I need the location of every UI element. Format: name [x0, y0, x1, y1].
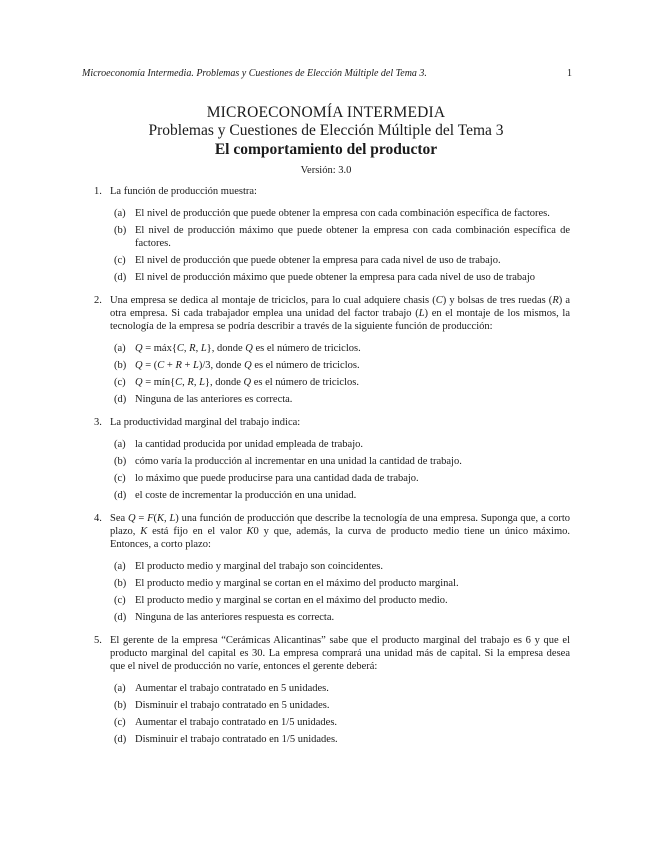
course-title: MICROECONOMÍA INTERMEDIA [206, 104, 446, 121]
option-label: (a) [114, 683, 126, 694]
option-text: Q = (C + R + L)/3, donde Q es el número de triciclos. [135, 360, 360, 371]
answer-option [114, 254, 570, 267]
answer-option [114, 699, 570, 712]
option-label: (c) [114, 595, 126, 606]
option-label: (d) [114, 612, 127, 623]
topic-title: El comportamiento del productor [214, 141, 438, 158]
answer-option [114, 489, 570, 502]
question-number: 3. [94, 417, 102, 428]
question-list [94, 185, 570, 756]
option-text: El producto medio y marginal se cortan en el máximo del producto medio. [135, 595, 448, 606]
answer-option [114, 271, 570, 284]
option-text: El nivel de producción máximo que puede obtener la empresa con cada combinación específica de factores. [135, 225, 570, 249]
running-header: Microeconomía Intermedia. Problemas y Cuestiones de Elección Múltiple del Tema 3. [82, 68, 427, 79]
option-text: Q = mín{C, R, L}, donde Q es el número de triciclos. [135, 377, 359, 388]
option-text: la cantidad producida por unidad empleada de trabajo. [135, 439, 363, 450]
question-stem: Sea Q = F(K, L) una función de producción que describe la tecnología de una empresa. Suponga que, a corto plazo, K está fijo en el valor K0 y que, además, la curva de producto medio tiene un único máximo. Entonces, a corto plazo: [110, 513, 570, 550]
question-item [94, 512, 570, 624]
option-text: El nivel de producción máximo que puede obtener la empresa para cada nivel de uso de trabajo [135, 272, 536, 283]
answer-option [114, 577, 570, 590]
document-subtitle: Problemas y Cuestiones de Elección Múltiple del Tema 3 [148, 122, 504, 139]
option-label: (b) [114, 456, 127, 467]
answer-option [114, 594, 570, 607]
question-number: 5. [94, 635, 102, 646]
option-text: El nivel de producción que puede obtener la empresa para cada nivel de uso de trabajo. [135, 255, 501, 266]
option-text: lo máximo que puede producirse para una cantidad dada de trabajo. [135, 473, 419, 484]
option-text: Disminuir el trabajo contratado en 5 unidades. [135, 700, 330, 711]
option-label: (b) [114, 578, 127, 589]
option-text: El producto medio y marginal se cortan en el máximo del producto marginal. [135, 578, 459, 589]
option-text: Q = máx{C, R, L}, donde Q es el número de triciclos. [135, 343, 361, 354]
option-text: cómo varía la producción al incrementar en una unidad la cantidad de trabajo. [135, 456, 462, 467]
answer-option [114, 611, 570, 624]
question-number: 4. [94, 513, 102, 524]
answer-option [114, 438, 570, 451]
option-label: (c) [114, 717, 126, 728]
option-label: (d) [114, 734, 127, 745]
option-label: (d) [114, 490, 127, 501]
answer-option [114, 716, 570, 729]
option-text: el coste de incrementar la producción en una unidad. [135, 490, 357, 501]
question-item [94, 634, 570, 746]
answer-option [114, 560, 570, 573]
question-item [94, 294, 570, 406]
option-text: Ninguna de las anteriores respuesta es correcta. [135, 612, 335, 623]
question-number: 2. [94, 295, 102, 306]
version-label: Versión: 3.0 [300, 165, 352, 176]
answer-options [114, 342, 570, 406]
option-label: (c) [114, 473, 126, 484]
question-stem: El gerente de la empresa “Cerámicas Alicantinas” sabe que el producto marginal del trabajo es 6 y que el producto marginal del capital es 30. La empresa comprará una unidad más de capital. Si la empresa desea que el nivel de producción no varíe, entonces el gerente deberá: [110, 635, 570, 672]
option-text: El producto medio y marginal del trabajo son coincidentes. [135, 561, 383, 572]
option-label: (b) [114, 360, 127, 371]
answer-options [114, 438, 570, 502]
option-text: Ninguna de las anteriores es correcta. [135, 394, 293, 405]
page-number: 1 [567, 68, 572, 79]
option-label: (b) [114, 225, 127, 236]
option-text: Aumentar el trabajo contratado en 5 unidades. [135, 683, 329, 694]
option-text: Aumentar el trabajo contratado en 1/5 unidades. [135, 717, 338, 728]
question-item [94, 416, 570, 502]
option-label: (c) [114, 255, 126, 266]
option-label: (b) [114, 700, 127, 711]
option-text: El nivel de producción que puede obtener la empresa con cada combinación específica de factores. [135, 208, 550, 219]
answer-option [114, 359, 570, 372]
answer-option [114, 376, 570, 389]
answer-option [114, 207, 570, 220]
answer-options [114, 207, 570, 284]
question-item [94, 185, 570, 284]
option-label: (a) [114, 343, 126, 354]
option-label: (a) [114, 561, 126, 572]
question-stem: La productividad marginal del trabajo indica: [110, 417, 301, 428]
answer-option [114, 224, 570, 250]
answer-option [114, 733, 570, 746]
answer-option [114, 393, 570, 406]
answer-option [114, 682, 570, 695]
option-label: (d) [114, 272, 127, 283]
option-label: (d) [114, 394, 127, 405]
question-stem: La función de producción muestra: [110, 186, 257, 197]
question-stem: Una empresa se dedica al montaje de triciclos, para lo cual adquiere chasis (C) y bolsas de tres ruedas (R) a otra empresa. Si cada trabajador emplea una unidad del factor trabajo (L) en el montaje de los mismos, la tecnología de la empresa se podría describir a través de la siguiente función de producción: [110, 295, 570, 332]
answer-option [114, 472, 570, 485]
option-label: (a) [114, 208, 126, 219]
title-block [82, 104, 570, 178]
option-text: Disminuir el trabajo contratado en 1/5 unidades. [135, 734, 338, 745]
option-label: (a) [114, 439, 126, 450]
answer-option [114, 342, 570, 355]
option-label: (c) [114, 377, 126, 388]
question-number: 1. [94, 186, 102, 197]
answer-options [114, 560, 570, 624]
answer-option [114, 455, 570, 468]
answer-options [114, 682, 570, 746]
